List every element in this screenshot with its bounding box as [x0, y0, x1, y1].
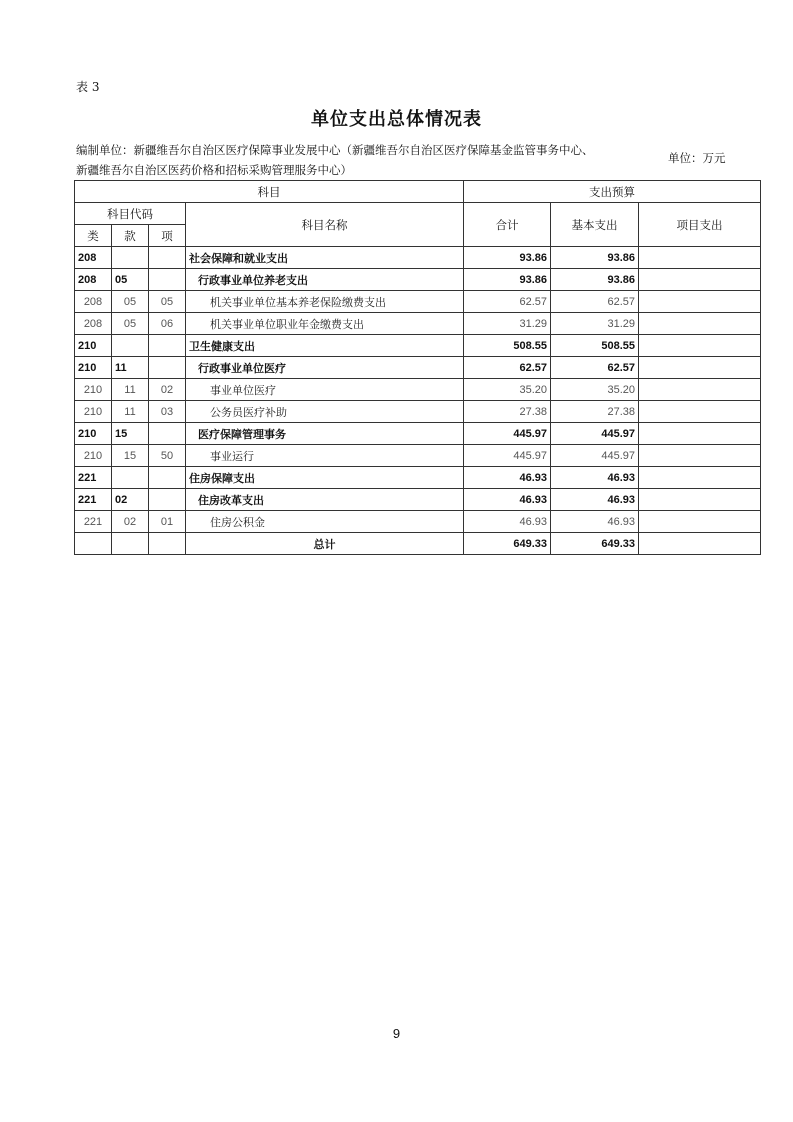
total-value: 445.97 — [464, 423, 551, 445]
code-xiang: 06 — [149, 313, 186, 335]
empty-cell — [75, 533, 112, 555]
code-lei: 210 — [75, 357, 112, 379]
basic-value: 27.38 — [551, 401, 639, 423]
basic-value: 445.97 — [551, 445, 639, 467]
total-value: 27.38 — [464, 401, 551, 423]
code-kuan — [112, 335, 149, 357]
header-project: 项目支出 — [639, 203, 761, 247]
basic-value: 62.57 — [551, 357, 639, 379]
expenditure-table — [74, 180, 761, 555]
project-value — [639, 269, 761, 291]
subject-name: 行政事业单位养老支出 — [186, 269, 464, 291]
total-value: 62.57 — [464, 291, 551, 313]
table-row — [75, 291, 761, 313]
code-kuan: 11 — [112, 357, 149, 379]
header-subject: 科目 — [75, 181, 464, 203]
table-row — [75, 247, 761, 269]
project-value — [639, 313, 761, 335]
code-kuan: 05 — [112, 269, 149, 291]
header-row — [75, 181, 761, 203]
total-value: 93.86 — [464, 247, 551, 269]
project-value — [639, 489, 761, 511]
subject-name: 公务员医疗补助 — [186, 401, 464, 423]
table-row — [75, 467, 761, 489]
unit-label: 单位：万元 — [668, 151, 726, 165]
code-xiang — [149, 467, 186, 489]
code-lei: 221 — [75, 511, 112, 533]
basic-value: 445.97 — [551, 423, 639, 445]
table-row — [75, 335, 761, 357]
basic-value: 46.93 — [551, 511, 639, 533]
code-xiang: 03 — [149, 401, 186, 423]
subject-name: 住房保障支出 — [186, 467, 464, 489]
code-xiang: 50 — [149, 445, 186, 467]
compiling-unit-line-2: 新疆维吾尔自治区医药价格和招标采购管理服务中心） — [76, 163, 352, 177]
compiling-unit — [76, 140, 636, 180]
code-xiang: 01 — [149, 511, 186, 533]
summary-row — [75, 533, 761, 555]
subject-name: 社会保障和就业支出 — [186, 247, 464, 269]
table-row — [75, 313, 761, 335]
summary-label: 总计 — [186, 533, 464, 555]
code-lei: 208 — [75, 269, 112, 291]
project-value — [639, 467, 761, 489]
total-value: 62.57 — [464, 357, 551, 379]
header-basic: 基本支出 — [551, 203, 639, 247]
table-row — [75, 379, 761, 401]
empty-cell — [112, 533, 149, 555]
code-kuan: 05 — [112, 291, 149, 313]
header-lei: 类 — [75, 225, 112, 247]
code-kuan: 11 — [112, 379, 149, 401]
code-kuan: 15 — [112, 445, 149, 467]
basic-value: 62.57 — [551, 291, 639, 313]
basic-value: 508.55 — [551, 335, 639, 357]
total-value: 46.93 — [464, 511, 551, 533]
summary-total: 649.33 — [464, 533, 551, 555]
code-kuan: 02 — [112, 511, 149, 533]
total-value: 93.86 — [464, 269, 551, 291]
code-xiang — [149, 247, 186, 269]
code-kuan: 05 — [112, 313, 149, 335]
total-value: 46.93 — [464, 489, 551, 511]
total-value: 445.97 — [464, 445, 551, 467]
code-kuan: 02 — [112, 489, 149, 511]
subject-name: 机关事业单位基本养老保险缴费支出 — [186, 291, 464, 313]
header-row — [75, 203, 761, 225]
code-xiang: 05 — [149, 291, 186, 313]
project-value — [639, 511, 761, 533]
code-lei: 208 — [75, 291, 112, 313]
code-xiang — [149, 423, 186, 445]
summary-basic: 649.33 — [551, 533, 639, 555]
table-row — [75, 489, 761, 511]
table-label: 表 3 — [76, 80, 100, 94]
subject-name: 事业单位医疗 — [186, 379, 464, 401]
empty-cell — [149, 533, 186, 555]
header-subject-name: 科目名称 — [186, 203, 464, 247]
table-row — [75, 423, 761, 445]
project-value — [639, 423, 761, 445]
total-value: 35.20 — [464, 379, 551, 401]
code-kuan — [112, 467, 149, 489]
summary-project — [639, 533, 761, 555]
code-lei: 210 — [75, 335, 112, 357]
code-xiang: 02 — [149, 379, 186, 401]
subject-name: 住房公积金 — [186, 511, 464, 533]
subject-name: 事业运行 — [186, 445, 464, 467]
basic-value: 35.20 — [551, 379, 639, 401]
header-kuan: 款 — [112, 225, 149, 247]
code-lei: 210 — [75, 379, 112, 401]
code-lei: 210 — [75, 445, 112, 467]
project-value — [639, 247, 761, 269]
code-kuan: 15 — [112, 423, 149, 445]
code-kuan — [112, 247, 149, 269]
total-value: 508.55 — [464, 335, 551, 357]
project-value — [639, 335, 761, 357]
table-row — [75, 269, 761, 291]
code-lei: 210 — [75, 423, 112, 445]
header-budget: 支出预算 — [464, 181, 761, 203]
header-xiang: 项 — [149, 225, 186, 247]
project-value — [639, 291, 761, 313]
subject-name: 医疗保障管理事务 — [186, 423, 464, 445]
project-value — [639, 445, 761, 467]
basic-value: 93.86 — [551, 247, 639, 269]
total-value: 31.29 — [464, 313, 551, 335]
basic-value: 93.86 — [551, 269, 639, 291]
basic-value: 46.93 — [551, 489, 639, 511]
project-value — [639, 357, 761, 379]
basic-value: 46.93 — [551, 467, 639, 489]
code-xiang — [149, 489, 186, 511]
subject-name: 住房改革支出 — [186, 489, 464, 511]
compiling-unit-line-1: 编制单位：新疆维吾尔自治区医疗保障事业发展中心（新疆维吾尔自治区医疗保障基金监管事务中心、 — [76, 143, 594, 157]
table-row — [75, 511, 761, 533]
code-lei: 221 — [75, 467, 112, 489]
subject-name: 行政事业单位医疗 — [186, 357, 464, 379]
code-xiang — [149, 357, 186, 379]
project-value — [639, 401, 761, 423]
header-subject-code: 科目代码 — [75, 203, 186, 225]
code-kuan: 11 — [112, 401, 149, 423]
code-lei: 208 — [75, 247, 112, 269]
code-xiang — [149, 269, 186, 291]
header-total: 合计 — [464, 203, 551, 247]
page-title: 单位支出总体情况表 — [311, 109, 482, 130]
page-number: 9 — [392, 1026, 401, 1041]
code-lei: 210 — [75, 401, 112, 423]
subject-name: 机关事业单位职业年金缴费支出 — [186, 313, 464, 335]
table-row — [75, 401, 761, 423]
table-row — [75, 357, 761, 379]
basic-value: 31.29 — [551, 313, 639, 335]
code-lei: 208 — [75, 313, 112, 335]
code-lei: 221 — [75, 489, 112, 511]
total-value: 46.93 — [464, 467, 551, 489]
table-row — [75, 445, 761, 467]
subject-name: 卫生健康支出 — [186, 335, 464, 357]
code-xiang — [149, 335, 186, 357]
project-value — [639, 379, 761, 401]
